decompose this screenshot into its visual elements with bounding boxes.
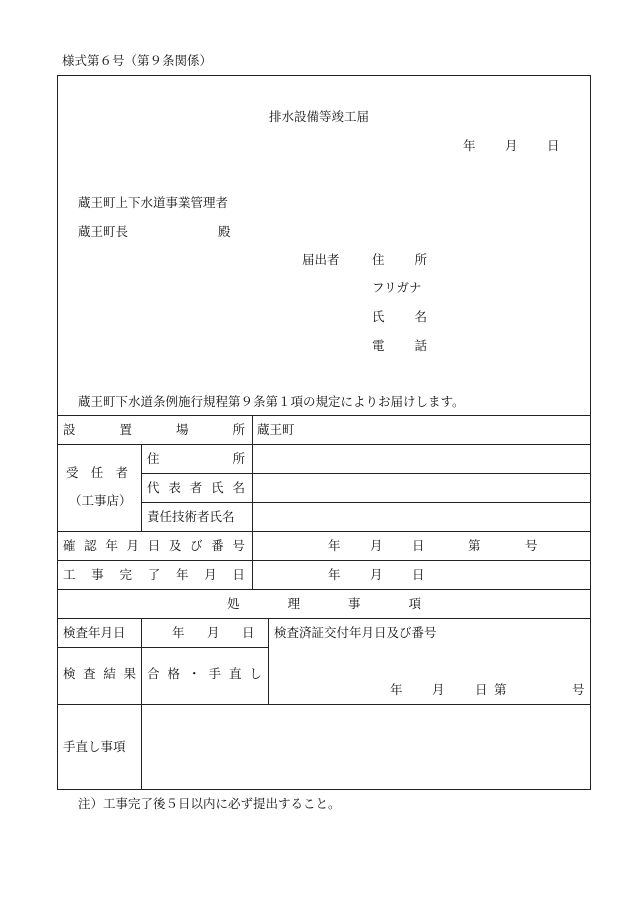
date-day-label: 日	[547, 138, 560, 153]
confirmation-year: 年	[328, 538, 341, 553]
inspection-month: 月	[207, 625, 220, 640]
contractor-address-label: 住 所	[147, 451, 245, 466]
completion-month: 月	[370, 567, 383, 582]
notifier-address-label: 住 所	[372, 252, 427, 267]
inspection-date-label: 検査年月日	[63, 625, 126, 640]
document-title: 排水設備等竣工届	[269, 109, 370, 124]
col-rule-processing-mid	[268, 618, 269, 704]
notifier-label: 届出者	[302, 252, 340, 267]
date-month-label: 月	[505, 138, 518, 153]
row-rule-confirmation	[57, 560, 591, 561]
certificate-day: 日	[475, 682, 488, 697]
notifier-phone-label: 電 話	[372, 338, 427, 353]
completion-year: 年	[328, 567, 341, 582]
confirmation-number-suffix: 号	[525, 538, 538, 553]
certificate-year: 年	[390, 682, 403, 697]
certificate-month: 月	[432, 682, 445, 697]
representative-name-label: 代 表 者 氏 名	[147, 480, 245, 495]
processing-header: 処 理 事 項	[227, 596, 421, 611]
row-rule-inspection-result	[57, 704, 591, 705]
certificate-label: 検査済証交付年月日及び番号	[274, 625, 437, 640]
row-rule-completion	[57, 589, 591, 590]
date-year-label: 年	[463, 138, 476, 153]
location-label: 設 置 場 所	[63, 422, 245, 437]
table-top-rule	[57, 415, 591, 416]
corrections-label: 手直し事項	[63, 739, 126, 754]
addressee-honorific: 殿	[218, 224, 231, 239]
inspection-result-value: 合 格 ・ 手 直 し	[147, 666, 262, 681]
col-rule-label	[252, 415, 253, 589]
inspection-year: 年	[172, 625, 185, 640]
certificate-number-suffix: 号	[572, 682, 585, 697]
statement-text: 蔵王町下水道条例施行規程第９条第１項の規定によりお届けします。	[78, 394, 465, 409]
notifier-name-label: 氏 名	[372, 309, 427, 324]
inspection-result-label: 検 査 結 果	[63, 666, 136, 681]
confirmation-month: 月	[370, 538, 383, 553]
certificate-number-prefix: 第	[494, 682, 507, 697]
completion-day: 日	[412, 567, 425, 582]
row-rule-inspection-date	[57, 647, 268, 648]
confirmation-number-prefix: 第	[468, 538, 481, 553]
submission-note: 注）工事完了後５日以内に必ず提出すること。	[78, 796, 341, 811]
chief-engineer-label: 責任技術者氏名	[147, 509, 235, 524]
row-rule-chief-engineer	[57, 531, 591, 532]
contractor-label: 受 任 者	[66, 465, 128, 480]
form-number: 様式第６号（第９条関係）	[62, 53, 213, 68]
contractor-sublabel: （工事店）	[69, 493, 132, 508]
col-rule-processing-left	[141, 618, 142, 790]
confirmation-label: 確 認 年 月 日 及 び 番 号	[63, 538, 245, 553]
notifier-furigana-label: フリガナ	[372, 280, 422, 295]
row-rule-location	[57, 444, 591, 445]
row-rule-processing-header	[57, 618, 591, 619]
inspection-day: 日	[242, 625, 255, 640]
addressee-line2: 蔵王町長	[78, 224, 129, 239]
row-rule-contractor-address	[141, 473, 591, 474]
row-rule-representative	[141, 502, 591, 503]
completion-label: 工 事 完 了 年 月 日	[63, 567, 245, 582]
col-rule-contractor	[141, 444, 142, 531]
location-value: 蔵王町	[257, 422, 295, 437]
confirmation-day: 日	[412, 538, 425, 553]
addressee-line1: 蔵王町上下水道事業管理者	[78, 195, 229, 210]
